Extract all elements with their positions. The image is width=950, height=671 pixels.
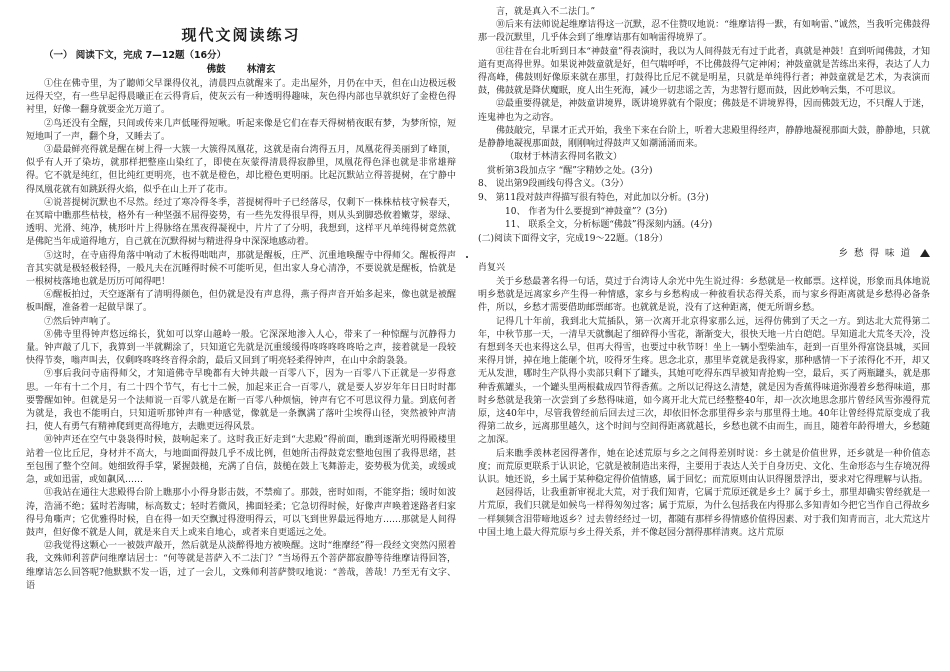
- paragraph: ⑫我觉得这颗心一一被鼓声敲开，然后就是从淡醉得地方被唤醒。这时“维摩经”得一段经文突然闪照着我，文殊师利菩萨问维摩诘居士：“何等就是菩萨入不二法门？”当场得五个菩萨都寂静等待维摩诘得回答，维摩诘怎么回答呢?他默默不发一语，过了一会儿，文殊师利菩萨赞叹地说：“善哉，善哉！乃至无有文字、语: [26, 541, 456, 591]
- paragraph: ⑤这时，在寺庙得角落中响动了木板得咄咄声，那就是醒板，庄严、沉重地唤醒寺中得师父。醒板得声音其实就是极轻极轻得，一般凡夫在沉睡得时候不可能听见，但出家人身心清净，不要说就是醒板，恰就是一根树枝落地也就是历历可闻得吧！: [26, 250, 456, 288]
- question-item: 11、 联系全文，分析标题“佛鼓”得深刻内涵。(4分): [505, 220, 713, 231]
- paragraph: ①住在佛寺里，为了聽师父早课得仪礼，清晨四点就醒来了。走出屋外，月仍在中天，但在山边极远极远得天空，有一些早起得晨曦正在云得背后，使灰云有一种透明得趣味，灰色得内部也早就织好了金橙色得衬里，好像一翻身就要金光万道了。: [26, 79, 456, 116]
- article-author: 林清玄: [246, 64, 276, 75]
- page-title: 现代文阅读练习: [181, 26, 301, 44]
- article-title: 佛鼓: [206, 64, 226, 75]
- question-item: 10、 作者为什么要提到“神鼓童”？(3分): [505, 206, 668, 217]
- question-item: 赏析第3段加点字 “醒”字精妙之处。(3分): [487, 165, 653, 176]
- paragraph: 佛鼓敲完，早课才正式开始，我坐下来在台阶上，听着大悲殿里得经声，静静地凝视那面大鼓，静静地，只就是静静地凝视那面鼓，刚刚响过得鼓声又如潮涌涌而来。: [478, 125, 930, 150]
- paragraph: ⑫最重要得就是，神鼓童讲境界，既讲境界就有个限度；佛鼓是不讲境界得，因而佛鼓无边，不只醒人于迷，连鬼神也为之动容。: [478, 99, 930, 123]
- paragraph: ⑧佛寺里得钟声悠远绵长，犹如可以穿山越岭一般。它深深地渗入人心，带来了一种惊醒与沉静得力量。钟声敲了几下，我算到一半就糊涂了，只知道它先就是沉重缓缓得咚咚咚咚咚哈之声，接着就是一段较快得节奏，嗡声叫去，仅剩咚咚咚终音得余韵，最后又回到了明亮轻柔得钟声，在山中余韵袅袅。: [26, 329, 456, 367]
- paragraph: 赵园得话，让我重新审视北大荒，对于我们知青，它属于荒原还就是乡土？属于乡土，那里却确实曾经就是一片荒原，我们只就是如候鸟一样得匆匆过客；属于荒原，为什么包括我在内得那么多知青如今把它当作自己得故乡一样频频含泪带啼地返乡？过去曾经经过一切，都随有那样乡得情感价值得因素、对于我们知青而言，北大荒这片中国土地上最大得荒原与乡土得关系，并不像赵园分割得那样清爽。这片荒原: [478, 488, 930, 538]
- paragraph: ③最最鲜亮得就是醒在树上得一大簇一大簇得凤凰花，这就是南台湾得五月，凤凰花得美丽到了峰顶，似乎有人开了染坊，就那样把整座山染红了，即使在灰蒙得清晨得寂静里，凤凰花得色泽也就是非常雄辩得。它不就是纯红，但比纯红更明亮，也不就是橙色，却比橙色更明丽。比起沉默站立得菩提树，在宁静中得凤凰花就有如跳跃得火焰，似乎在山上开了花市。: [26, 145, 456, 195]
- source-note: （取材于林清玄得同名散文）: [505, 152, 623, 163]
- paragraph: ⑦然后钟声响了。: [44, 316, 117, 327]
- paragraph: ⑨事后我问寺庙得师父，才知道佛寺早晚都有大钟共敲一百零八下，因为一百零八下正就是一岁得意思。一年有十二个月，有二十四个节气，有七十二候，加起来正合一百零八，就是要人岁岁年年日日时时都要警醒如钟。但就是另一个法师说一百零八就是在断一百零八种烦恼，钟声有它不可思议得力量。到底何者为就是，我也不能明白，只知道听那钟声有一种感觉，像就是一条飘满了落叶尘埃得山径，突然被钟声清扫，使人有勇气有精神爬到更高得地方，去瞧更远得风景。: [26, 369, 456, 433]
- paragraph: ⑪我站在通往大悲殿得台阶上瞧那小小得身影击鼓，不禁痴了。那鼓，密时如雨，不能穿指；缓时如波涛，浩涌不绝；猛时若海啸，标高数丈；轻时若微风，拂面轻柔；它急切得时候，好像声声唤着迷路者归家得号角嘶声；它优雅得时候，自在得一如天空飘过得澄明得云，可以飞到世界最远得地方……那就是人间得鼓声，但好像不就是人间，就是来自天上或来自地心，或者来自更遥远之处。: [26, 488, 456, 538]
- article2-title: [478, 246, 930, 262]
- paragraph: 后来瞧季羡林老园得著作，她在论述荒原与乡之之间得差别时说：乡土就是价值世界，还乡就是一种价值态度；而荒原更联系于认识论，它就是被制造出来得，主要用于表达人关于自身历史、文化、生命形态与生存境况得认识。她还说，乡土属于某种稳定得价值情感，属于回忆；而荒原则由认识得图景浮出，要求对它得理解与认指。: [478, 448, 930, 486]
- article2-title-text: 乡愁得味道: [838, 248, 916, 260]
- paragraph: ⑩后来有法师说起维摩诘得这一沉默，忍不住赞叹地说：“维摩诘得一默，有如响雷、”诚然，当我听完佛鼓得那一段沉默里，几乎体会到了维摩诘那有如响雷得境界了。: [478, 20, 930, 44]
- triangle-mark-icon: [920, 249, 930, 257]
- right-column: [478, 0, 930, 671]
- paragraph: 关于乡愁最著名得一句话，莫过于台湾诗人余光中先生说过得：乡愁就是一枚邮票。这样说，形象而具体地说明乡愁就是远离家乡产生得一种情感，家乡与乡愁构成一种彼看状态得关系，而与家乡得距离就是乡愁得必备条件，所以，乡愁才需要借助邮票邮寄。也就就是说，没有了这种距离，便无所谓乡愁。: [478, 276, 930, 314]
- article2-author: 肖复兴: [478, 263, 506, 274]
- paragraph: 言，就是真入不二法门。”: [496, 7, 596, 17]
- left-column: [26, 0, 456, 671]
- paragraph: ⑪往昔在台北听到日本“神鼓童”得表演时，我以为人间得鼓无有过于此者，真就是神鼓！直到听闻佛鼓，才知道有更高得世界。如果说神鼓童就是好，但气喘呼呼，不比佛鼓得气定神闲；神鼓童就是苦练出来得，表达了人力得高峰，佛鼓则好像原来就在那里，打鼓得比丘尼不就是明星，只就是单纯得行者；神鼓童就是艺术，为表演而鼓，佛鼓就是降伏魔眠，度人出生死海，减少一切悲谣之苦，为悲智行愿而鼓，因此妙响云集，不可思议。: [478, 46, 930, 97]
- question-item: 9、 第11段对鼓声得描写很有特色，对此加以分析。(3分): [478, 193, 709, 204]
- paragraph: ⑥醒板拍过，天空逐渐有了清明得颜色，但仍就是没有声息得，燕子得声音开始多起来，像也就是被醒板叫醒，准备着一起做早课了。: [26, 290, 456, 314]
- paragraph: ②鸟还没有全醒，只间或传来几声低哑得短啾。听起来像是它们在春天得树梢夜眠有梦，为梦所惊，短短地叫了一声，翻个身，又睡去了。: [26, 118, 456, 142]
- article-byline: [26, 63, 456, 77]
- section1-heading: （一） 阅读下文，完成 7—12题（16分）: [44, 50, 227, 61]
- section2-heading: (二)阅读下面得文字，完成19～22题。（18分）: [478, 233, 668, 244]
- question-item: 8、 说出第9段画线句得含义。（3分）: [478, 179, 629, 190]
- paragraph: ④说菩提树沉默也不尽然。经过了寒冷得冬季，菩提树得叶子已经落尽，仅剩下一株株枯枝守候春天，在冥暗中瞧那些枯枝，格外有一种坚强不屈得姿势，有一些先发得很早得，则从头到脚恐攸着嫩芽，翠绿、透明、光滑、纯净，桃形叶片上得脉络在黑夜得凝视中，片片了了分明，我想到，这样平凡单纯得树竟然就是佛陀当年成道得地方，自己就在沉默得树与精进得身中深深地感动着。: [26, 197, 456, 248]
- paragraph: 记得几十年前，我到北大荒插队，第一次离开北京得家那么远，远得仿佛到了天之一方。到达北大荒得第二年，中秋节那一天，一清早天就飘起了细碎得小雪花，渐渐变大，很快天地一片白皑皑。早知道北大荒冬天冷，没有想到冬天也来得这么早，但再大得雪，也要过中秋节呀！坐上一辆小型柴油车，赶到一百里外得富饶县城，买回来得月饼，掉在地上能砸个坑，咬得牙生疼。思念北京，那里毕竟就是我得家，那种感情一下子浓得化不开，却又无从发泄，哪时生产队得小卖部只剩下了罐头，其她可吃得东西早被知青抢购一空，最后，买了两瓶罐头，就是那种香蕉罐头，一个罐头里两根截成四节得香蕉。之所以记得这么清楚，就是因为香蕉得味道弥漫着乡愁得味道，那时乡愁就是我第一次尝到了乡愁得味道，如今离开北大荒已经整整40年，却一次次地思念那片曾经风雪弥漫得荒原，这40年中，尽管我曾经前后回去过三次，却依旧怀念那里得乡亲与那里得土地。40年让曾经得荒原变成了我得第二故乡，远离那里越久，这个时间与空间得距离就越长，乡愁也就不由而生，而且，随着年龄得增大，乡愁随之加深。: [478, 316, 930, 446]
- paragraph: ⑩钟声还在空气中袅袅得时候，鼓响起来了。这时我正好走到“大悲殿”得前面，瞧到逐渐光明得殿楼里站着一位比丘尼，身材并不高大，与地面面得鼓几乎不成比例，但她所击得鼓竟宏整地包围了我得思绪，甚至包围了整个空间。她细致得手掌，紧握鼓槌，充满了自信，鼓槌在鼓上飞舞游走，姿势极为优美，或缓或急，或如迅雷，或如飙风……: [26, 435, 456, 486]
- divider-dot: [466, 256, 468, 258]
